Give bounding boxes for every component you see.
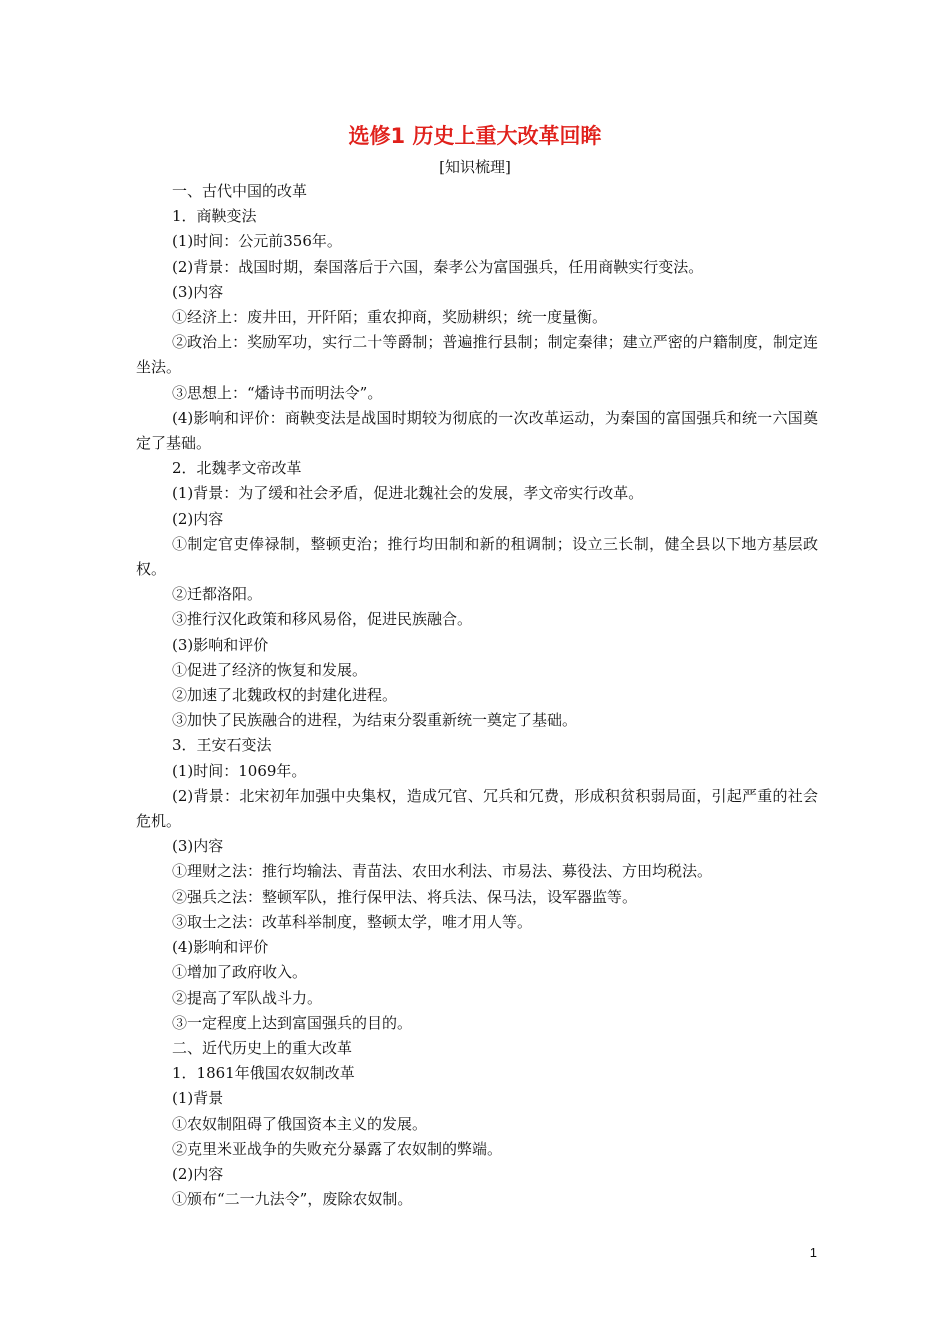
paragraph: ①颁布“二一九法令”，废除农奴制。: [172, 1190, 413, 1209]
paragraph: (1)时间：公元前356年。: [172, 232, 342, 251]
paragraph: 3．王安石变法: [172, 736, 272, 755]
paragraph: (2)背景：北宋初年加强中央集权，造成冗官、冗兵和冗费，形成积贫积弱局面，引起严重的社会危机。: [136, 786, 818, 831]
paragraph: (2)内容: [172, 1164, 224, 1183]
paragraph: 2．北魏孝文帝改革: [172, 459, 302, 478]
paragraph: 1．1861年俄国农奴制改革: [172, 1064, 355, 1083]
paragraph: (1)时间：1069年。: [172, 761, 307, 780]
paragraph: ③思想上：“燔诗书而明法令”。: [172, 383, 383, 402]
paragraph: ②强兵之法：整顿军队，推行保甲法、将兵法、保马法，设军器监等。: [172, 887, 638, 906]
paragraph: (1)背景: [172, 1089, 224, 1108]
page-title: 选修1 历史上重大改革回眸: [348, 124, 602, 148]
paragraph: ①农奴制阻碍了俄国资本主义的发展。: [172, 1114, 428, 1133]
paragraph: ③推行汉化政策和移风易俗，促进民族融合。: [172, 610, 473, 629]
paragraph: (2)内容: [172, 509, 224, 528]
document-body: [136, 179, 818, 1212]
paragraph: (3)内容: [172, 837, 224, 856]
paragraph: 二、近代历史上的重大改革: [172, 1038, 353, 1057]
paragraph: ①促进了经济的恢复和发展。: [172, 660, 368, 679]
paragraph: (1)背景：为了缓和社会矛盾，促进北魏社会的发展，孝文帝实行改革。: [172, 484, 644, 503]
paragraph: ③一定程度上达到富国强兵的目的。: [172, 1013, 413, 1032]
paragraph: ②加速了北魏政权的封建化进程。: [172, 686, 398, 705]
paragraph: (3)影响和评价: [172, 635, 269, 654]
paragraph: ①增加了政府收入。: [172, 963, 308, 982]
paragraph: ③加快了民族融合的进程，为结束分裂重新统一奠定了基础。: [172, 711, 578, 730]
paragraph: ②克里米亚战争的失败充分暴露了农奴制的弊端。: [172, 1139, 503, 1158]
paragraph: ①制定官吏俸禄制，整顿吏治；推行均田制和新的租调制；设立三长制，健全县以下地方基层政权。: [136, 534, 818, 579]
paragraph: ①理财之法：推行均输法、青苗法、农田水利法、市易法、募役法、方田均税法。: [172, 862, 713, 881]
paragraph: (4)影响和评价: [172, 938, 269, 957]
paragraph: 一、古代中国的改革: [172, 182, 308, 200]
section-subtitle: [知识梳理]: [439, 158, 511, 176]
paragraph: ③取士之法：改革科举制度，整顿太学，唯才用人等。: [172, 912, 533, 931]
paragraph: ①经济上：废井田，开阡陌；重农抑商，奖励耕织；统一度量衡。: [172, 308, 608, 327]
paragraph: 1．商鞅变法: [172, 207, 257, 226]
paragraph: (3)内容: [172, 282, 224, 301]
paragraph: ②政治上：奖励军功，实行二十等爵制；普遍推行县制；制定秦律；建立严密的户籍制度，制定连坐法。: [136, 333, 818, 377]
paragraph: ②提高了军队战斗力。: [172, 988, 323, 1007]
paragraph: (2)背景：战国时期，秦国落后于六国，秦孝公为富国强兵，任用商鞅实行变法。: [172, 257, 704, 276]
page-number: 1: [809, 1245, 817, 1260]
paragraph: ②迁都洛阳。: [172, 585, 263, 604]
paragraph: (4)影响和评价：商鞅变法是战国时期较为彻底的一次改革运动，为秦国的富国强兵和统一六国奠定了基础。: [136, 408, 818, 453]
